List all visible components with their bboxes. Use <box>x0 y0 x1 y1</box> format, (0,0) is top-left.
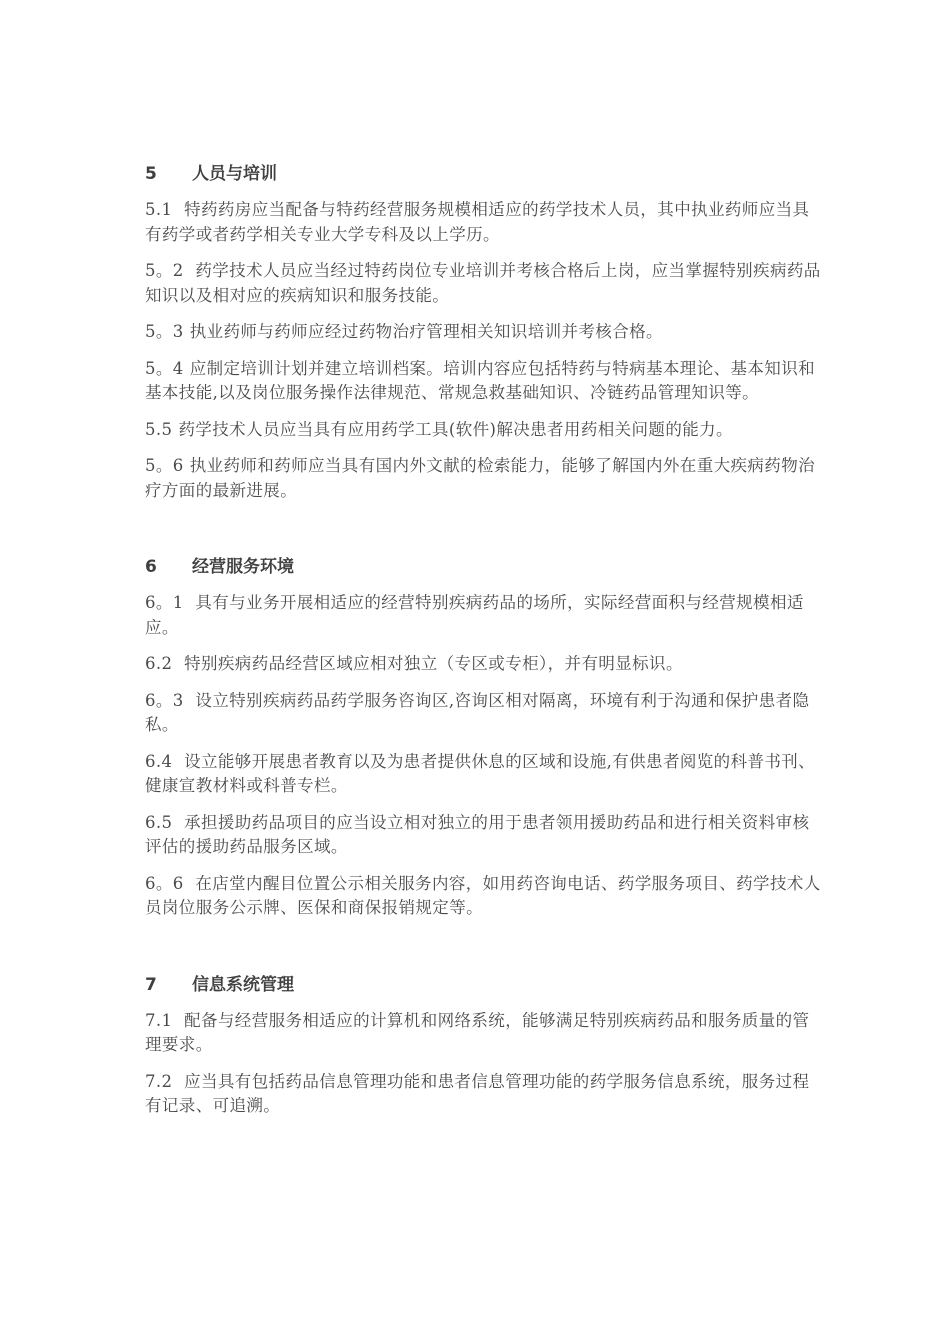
paragraph-text: 特别疾病药品经营区域应相对独立（专区或专柜），并有明显标识。 <box>184 654 683 673</box>
paragraph <box>145 1070 825 1119</box>
paragraph <box>145 1009 825 1058</box>
paragraph-text: 配备与经营服务相适应的计算机和网络系统，能够满足特别疾病药品和服务质量的管理要求。 <box>145 1010 810 1054</box>
paragraph-text: 在店堂内醒目位置公示相关服务内容，如用药咨询电话、药学服务项目、药学技术人员岗位服务公示牌、医保和商保报销规定等。 <box>145 873 821 917</box>
section-title: 信息系统管理 <box>192 974 294 995</box>
paragraph <box>145 357 825 406</box>
paragraph-number: 6。6 <box>145 873 184 893</box>
paragraph-number: 6。3 <box>145 690 184 710</box>
paragraph-text: 设立能够开展患者教育以及为患者提供休息的区域和设施,有供患者阅览的科普书刊、健康宣教材料或科普专栏。 <box>145 751 816 795</box>
paragraph <box>145 259 825 308</box>
paragraph <box>145 418 825 443</box>
section-business-environment <box>145 553 825 921</box>
paragraph-text: 药学技术人员应当具有应用药学工具(软件)解决患者用药相关问题的能力。 <box>178 419 733 439</box>
section-heading <box>145 160 825 188</box>
paragraph-number: 5。6 <box>145 456 184 475</box>
paragraph-text: 执业药师与药师应经过药物治疗管理相关知识培训并考核合格。 <box>189 322 663 341</box>
section-information-system <box>145 971 825 1119</box>
section-number: 6 <box>145 557 157 577</box>
section-number: 7 <box>145 974 157 995</box>
paragraph-number: 5.1 <box>145 200 173 219</box>
section-title: 人员与培训 <box>192 164 277 184</box>
paragraph <box>145 320 825 345</box>
paragraph <box>145 750 825 799</box>
section-heading <box>145 971 825 999</box>
paragraph-number: 5。4 <box>145 358 184 378</box>
paragraph-number: 7.1 <box>145 1010 173 1030</box>
document-page <box>145 160 825 1169</box>
paragraph-text: 承担援助药品项目的应当设立相对独立的用于患者领用援助药品和进行相关资料审核评估的援助药品服务区域。 <box>145 812 810 856</box>
paragraph-text: 执业药师和药师应当具有国内外文献的检索能力，能够了解国内外在重大疾病药物治疗方面的最新进展。 <box>145 456 816 500</box>
paragraph-text: 应当具有包括药品信息管理功能和患者信息管理功能的药学服务信息系统，服务过程有记录、可追溯。 <box>145 1071 810 1115</box>
paragraph <box>145 652 825 677</box>
paragraph-text: 药学技术人员应当经过特药岗位专业培训并考核合格后上岗，应当掌握特别疾病药品知识以及相对应的疾病知识和服务技能。 <box>145 261 821 305</box>
section-personnel-training <box>145 160 825 503</box>
paragraph <box>145 591 825 640</box>
paragraph <box>145 872 825 921</box>
section-number: 5 <box>145 164 157 184</box>
section-title: 经营服务环境 <box>192 557 294 577</box>
paragraph-text: 特药药房应当配备与特药经营服务规模相适应的药学技术人员，其中执业药师应当具有药学或者药学相关专业大学专科及以上学历。 <box>145 200 810 244</box>
section-heading <box>145 553 825 581</box>
paragraph-text: 应制定培训计划并建立培训档案。培训内容应包括特药与特病基本理论、基本知识和基本技能,以及岗位服务操作法律规范、常规急救基础知识、冷链药品管理知识等。 <box>145 358 816 402</box>
paragraph-number: 6.2 <box>145 654 173 673</box>
paragraph <box>145 454 825 503</box>
paragraph-number: 7.2 <box>145 1071 173 1091</box>
paragraph <box>145 811 825 860</box>
paragraph-number: 5.5 <box>145 419 173 439</box>
paragraph-number: 5。3 <box>145 322 184 341</box>
paragraph <box>145 198 825 247</box>
paragraph-text: 具有与业务开展相适应的经营特别疾病药品的场所，实际经营面积与经营规模相适应。 <box>145 593 804 637</box>
paragraph-number: 6.4 <box>145 751 173 771</box>
paragraph-number: 6.5 <box>145 812 173 832</box>
paragraph-text: 设立特别疾病药品药学服务咨询区,咨询区相对隔离，环境有利于沟通和保护患者隐私。 <box>145 690 810 734</box>
paragraph-number: 6。1 <box>145 593 184 612</box>
paragraph-number: 5。2 <box>145 261 184 280</box>
paragraph <box>145 689 825 738</box>
